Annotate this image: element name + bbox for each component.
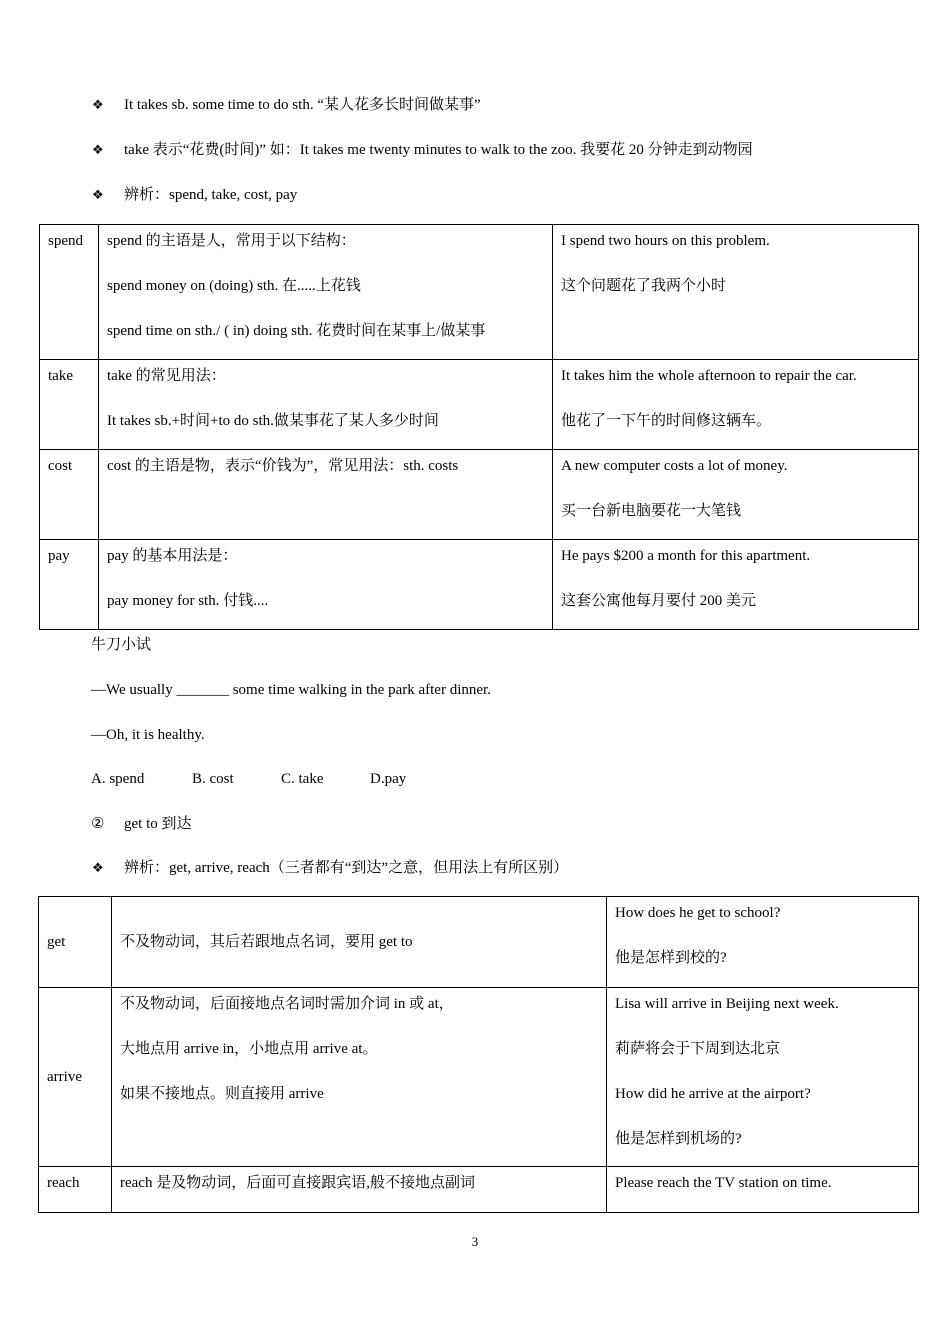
usage-text: spend 的主语是人，常用于以下结构： — [107, 233, 356, 249]
usage-text: reach 是及物动词，后面可直接跟宾语,般不接地点副词 — [120, 1175, 475, 1191]
example-text: I spend two hours on this problem. — [561, 233, 770, 249]
example-text: Please reach the TV station on time. — [615, 1175, 832, 1191]
table-row — [40, 540, 919, 630]
table-row — [39, 988, 919, 1167]
table-row — [39, 1167, 919, 1213]
bullet-line-3 — [92, 185, 297, 206]
table-row — [40, 450, 919, 540]
example-cell — [553, 225, 919, 360]
diamond-bullet-icon: ❖ — [92, 143, 104, 158]
word-cell: take — [40, 360, 99, 450]
comparison-table-spend-take-cost-pay — [39, 224, 919, 630]
example-text: 他花了一下午的时间修这辆车。 — [561, 413, 772, 429]
diamond-bullet-icon: ❖ — [92, 861, 104, 876]
example-text: 他是怎样到机场的? — [615, 1131, 742, 1147]
word-cell: pay — [40, 540, 99, 630]
example-cell — [553, 540, 919, 630]
bullet-line-4 — [92, 858, 568, 879]
option-c: C. take — [281, 771, 324, 787]
exercise-heading: 牛刀小试 — [91, 637, 152, 653]
example-text: Lisa will arrive in Beijing next week. — [615, 996, 839, 1012]
page-number: 3 — [471, 1234, 479, 1249]
table-row — [39, 897, 919, 988]
example-text: 这套公寓他每月要付 200 美元 — [561, 593, 757, 609]
usage-text: pay 的基本用法是： — [107, 548, 238, 564]
usage-cell — [112, 1167, 607, 1213]
usage-cell — [99, 540, 553, 630]
example-text: 他是怎样到校的? — [615, 950, 727, 966]
example-text: He pays $200 a month for this apartment. — [561, 548, 811, 564]
example-cell — [553, 450, 919, 540]
example-cell — [607, 988, 919, 1167]
usage-text: It takes sb.+时间+to do sth.做某事花了某人多少时间 — [107, 413, 439, 429]
bullet-line-1 — [92, 95, 481, 116]
usage-text: 不及物动词，其后若跟地点名词，要用 get to — [120, 934, 413, 950]
usage-text: 不及物动词，后面接地点名词时需加介词 in 或 at， — [120, 996, 454, 1012]
option-d: D.pay — [370, 771, 407, 787]
word-cell: spend — [40, 225, 99, 360]
usage-cell — [112, 897, 607, 988]
usage-text: pay money for sth. 付钱.... — [107, 593, 269, 609]
usage-cell — [99, 360, 553, 450]
table-row — [40, 225, 919, 360]
usage-cell — [112, 988, 607, 1167]
section-title: get to 到达 — [124, 816, 192, 832]
example-text: A new computer costs a lot of money. — [561, 458, 788, 474]
usage-text: 如果不接地点。则直接用 arrive — [120, 1086, 324, 1102]
word-cell: cost — [40, 450, 99, 540]
diamond-bullet-icon: ❖ — [92, 188, 104, 203]
example-text: It takes him the whole afternoon to repair the car. — [561, 368, 857, 384]
example-cell — [553, 360, 919, 450]
usage-cell — [99, 450, 553, 540]
word-cell: reach — [39, 1167, 112, 1213]
example-cell — [607, 1167, 919, 1213]
usage-cell — [99, 225, 553, 360]
bullet-text: It takes sb. some time to do sth. “某人花多长时间做某事” — [124, 97, 481, 113]
usage-text: spend time on sth./ ( in) doing sth. 花费时间在某事上/做某事 — [107, 323, 486, 339]
usage-text: spend money on (doing) sth. 在.....上花钱 — [107, 278, 361, 294]
usage-text: take 的常见用法： — [107, 368, 226, 384]
section-heading — [91, 814, 192, 834]
example-text: 莉萨将会于下周到达北京 — [615, 1041, 781, 1057]
circled-number: ② — [91, 816, 105, 832]
usage-text: cost 的主语是物，表示“价钱为”，常见用法：sth. costs — [107, 458, 459, 474]
table-row — [40, 360, 919, 450]
example-text: 买一台新电脑要花一大笔钱 — [561, 503, 742, 519]
example-cell — [607, 897, 919, 988]
comparison-table-get-arrive-reach — [38, 896, 919, 1213]
word-cell: arrive — [39, 988, 112, 1167]
exercise-response-line: —Oh, it is healthy. — [91, 727, 205, 743]
bullet-text: take 表示“花费(时间)” 如：It takes me twenty minutes to walk to the zoo. 我要花 20 分钟走到动物园 — [124, 142, 753, 158]
usage-text: 大地点用 arrive in，小地点用 arrive at。 — [120, 1041, 378, 1057]
diamond-bullet-icon: ❖ — [92, 98, 104, 113]
bullet-text: 辨析：get, arrive, reach（三者都有“到达”之意，但用法上有所区别） — [124, 860, 569, 876]
bullet-line-2 — [92, 140, 753, 161]
option-a: A. spend — [91, 771, 145, 787]
example-text: 这个问题花了我两个小时 — [561, 278, 727, 294]
exercise-question-line: —We usually _______ some time walking in the park after dinner. — [91, 682, 491, 698]
option-b: B. cost — [192, 771, 234, 787]
example-text: How does he get to school? — [615, 905, 781, 921]
word-cell: get — [39, 897, 112, 988]
example-text: How did he arrive at the airport? — [615, 1086, 811, 1102]
bullet-text: 辨析：spend, take, cost, pay — [124, 187, 298, 203]
